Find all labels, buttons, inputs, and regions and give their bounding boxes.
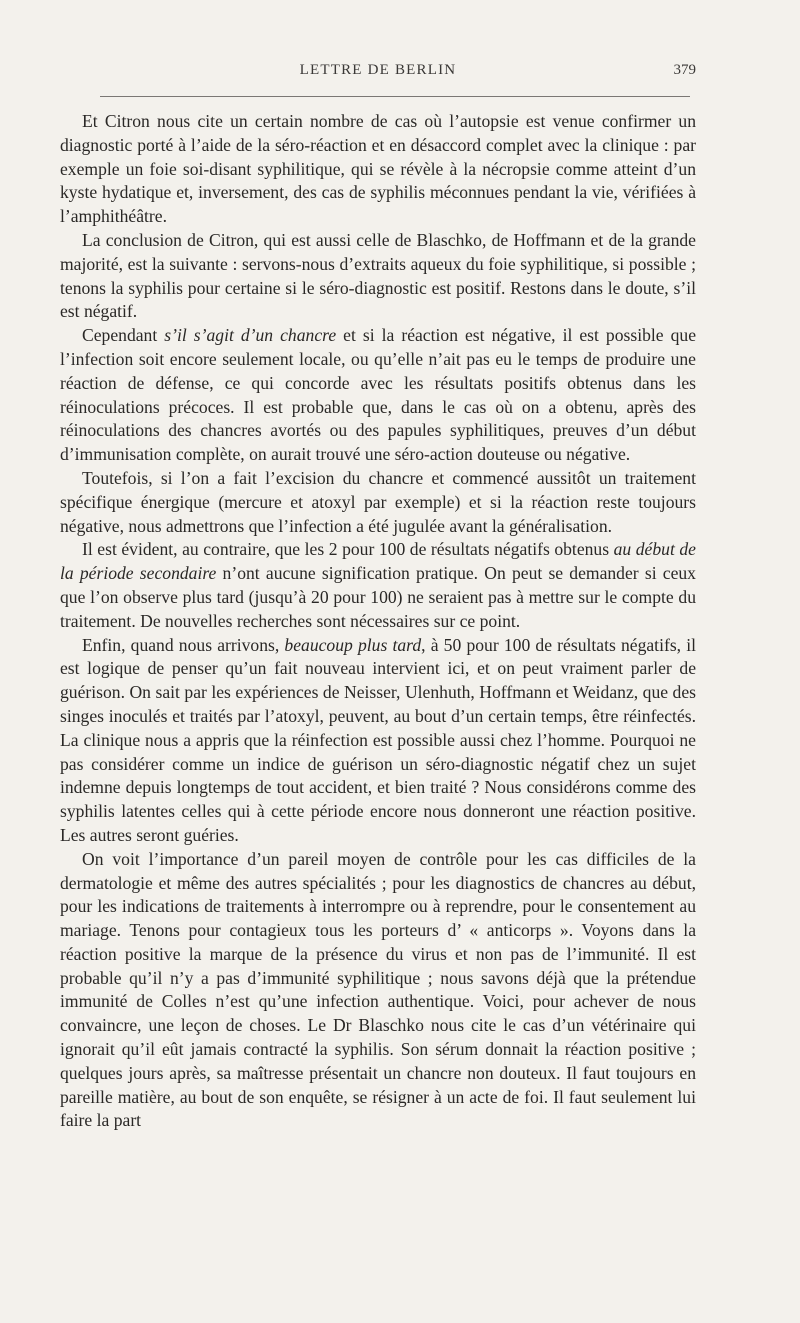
paragraph <box>60 538 696 633</box>
paragraph-text: On voit l’importance d’un pareil moyen de contrôle pour les cas difficiles de la dermatologie et même des autres spécialités ; pour les diagnostics de chancres au début, pour les indications de traitements à interrompre ou à reprendre, pour le consentement au mariage. Tenons pour contagieux tous les porteurs d’ « anticorps ». Voyons dans la réaction positive la marque de la présence du virus et non pas de l’immunité. Il est probable qu’il n’y a pas d’immunité syphilitique ; nous savons déjà que la prétendue immunité de Colles n’est qu’une infection authentique. Voici, pour achever de nous convaincre, une leçon de choses. Le Dr Blaschko nous cite le cas d’un vétérinaire qui ignorait qu’il eût jamais contracté la syphilis. Son sérum donnait la réaction positive ; quelques jours après, sa maîtresse présentait un chancre non douteux. Il faut toujours en pareille matière, au bout de son enquête, se résigner à un acte de foi. Il faut seulement lui faire la part <box>60 848 696 1131</box>
running-title: LETTRE DE BERLIN <box>299 62 457 78</box>
paragraph <box>60 848 696 1134</box>
paragraph <box>60 634 696 848</box>
paragraph <box>60 110 696 229</box>
paragraph-text: n’ont aucune signification pratique. On peut se demander si ceux que l’on observe plus tard (jusqu’à 20 pour 100) ne seraient pas à mettre sur le compte du traitement. De nouvelles recherches sont nécessaires sur ce point. <box>60 563 696 631</box>
italic-text: au début de la période secondaire <box>60 539 696 584</box>
paragraph-text: Toutefois, si l’on a fait l’excision du chancre et commencé aussitôt un traitement spécifique énergique (mercure et atoxyl par exemple) et si la réaction reste toujours négative, nous admettrons que l’infection a été jugulée avant la généralisation. <box>60 467 696 536</box>
paragraph-text: Et Citron nous cite un certain nombre de cas où l’autopsie est venue confirmer un diagnostic porté à l’aide de la séro-réaction et en désaccord complet avec la clinique : par exemple un foie soi-disant syphilitique, qui se révèle à la nécropsie comme atteint d’un kyste hydatique et, inversement, des cas de syphilis méconnues pendant la vie, vérifiées à l’amphithéâtre. <box>60 111 696 227</box>
paragraph <box>60 229 696 324</box>
italic-text: beaucoup plus tard <box>284 634 422 655</box>
paragraph-text: Enfin, quand nous arrivons, <box>82 634 285 655</box>
paragraph-text: et si la réaction est négative, il est possible que l’infection soit encore seulement locale, ou qu’elle n’ait pas eu le temps de produire une réaction de défense, ce qui concorde avec les résultats positifs obtenus dans les réinoculations précoces. Il est probable que, dans le cas où on a obtenu, après des réinoculations des chancres avortés ou des papules syphilitiques, preuves d’un début d’immunisation complète, on aurait trouvé une séro-action douteuse ou négative. <box>60 325 697 465</box>
body-text <box>60 110 696 1133</box>
running-head <box>60 62 696 84</box>
paragraph <box>60 324 696 467</box>
paragraph <box>60 467 696 538</box>
paragraph-text: La conclusion de Citron, qui est aussi celle de Blaschko, de Hoffmann et de la grande majorité, est la suivante : servons-nous d’extraits aqueux du foie syphilitique, si possible ; tenons la syphilis pour certaine si le séro-diagnostic est positif. Restons dans le doute, s’il est négatif. <box>60 229 696 322</box>
paragraph-text: Il est évident, au contraire, que les 2 pour 100 de résultats négatifs obtenus <box>82 539 614 560</box>
paragraph-text: , à 50 pour 100 de résultats négatifs, il est logique de penser qu’un fait nouveau intervient ici, et on peut vraiment parler de guérison. On sait par les expériences de Neisser, Ulenhuth, Hoffmann et Weidanz, que des singes inoculés et traités par l’atoxyl, peuvent, au bout d’un certain temps, être réinfectés. La clinique nous a appris que la réinfection est possible aussi chez l’homme. Pourquoi ne pas considérer comme un indice de guérison un séro-diagnostic négatif chez un sujet indemne depuis longtemps de tout accident, et bien traité ? Nous considérons comme des syphilis latentes celles qui à cette période encore nous donneront une réaction positive. Les autres seront guéries. <box>60 634 696 845</box>
header-rule <box>100 96 690 97</box>
page-number: 379 <box>673 62 696 78</box>
italic-text: s’il s’agit d’un chancre <box>164 325 337 346</box>
paragraph-text: Cependant <box>82 325 165 346</box>
